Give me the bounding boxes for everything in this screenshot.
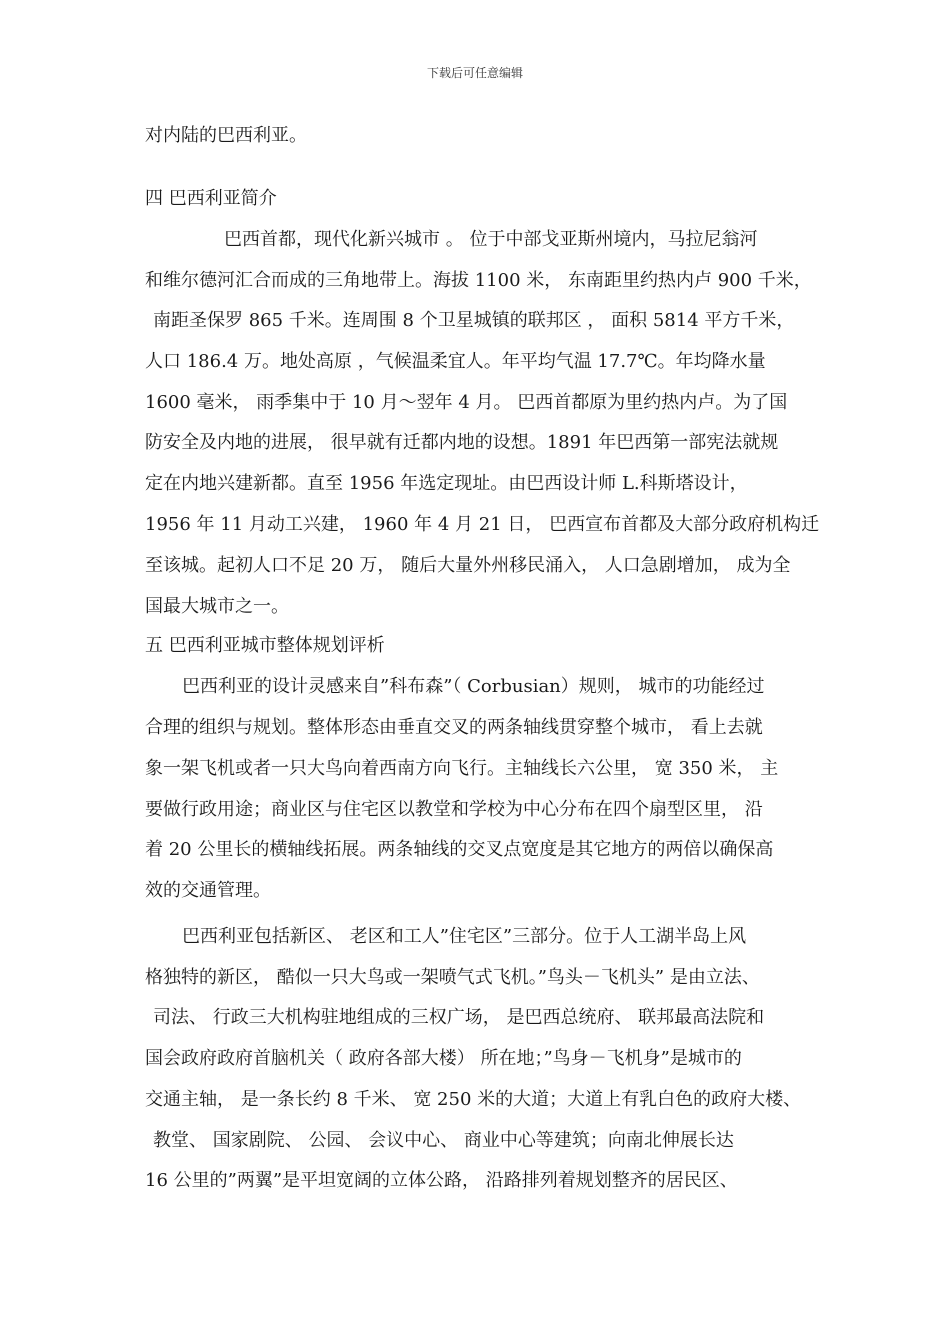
text-line: 和维尔德河汇合而成的三角地带上。海拔 1100 米， 东南距里约热内卢 900 千米， bbox=[145, 270, 812, 291]
text-line: 着 20 公里长的横轴线拓展。两条轴线的交叉点宽度是其它地方的两倍以确保高 bbox=[145, 839, 774, 860]
text-line: 南距圣保罗 865 千米。连周围 8 个卫星城镇的联邦区 ， 面积 5814 平方千米， bbox=[153, 310, 795, 331]
page-header: 下载后可任意编辑 bbox=[426, 66, 523, 80]
text-line: 对内陆的巴西利亚。 bbox=[145, 125, 307, 146]
text-line: 16 公里的”两翼”是平坦宽阔的立体公路， 沿路排列着规划整齐的居民区、 bbox=[145, 1170, 738, 1191]
text-line: 交通主轴， 是一条长约 8 千米、 宽 250 米的大道；大道上有乳白色的政府大楼、 bbox=[145, 1089, 802, 1110]
text-line: 合理的组织与规划。整体形态由垂直交叉的两条轴线贯穿整个城市， 看上去就 bbox=[145, 717, 763, 738]
section-heading: 四 巴西利亚简介 bbox=[145, 188, 277, 209]
text-line: 巴西利亚的设计灵感来自”科布森”（ Corbusian）规则， 城市的功能经过 bbox=[182, 676, 765, 697]
text-line: 效的交通管理。 bbox=[145, 880, 271, 901]
text-line: 格独特的新区， 酷似一只大鸟或一架喷气式飞机。”鸟头－飞机头” 是由立法、 bbox=[145, 967, 760, 988]
text-line: 1956 年 11 月动工兴建， 1960 年 4 月 21 日， 巴西宣布首都及大部分政府机构迁 bbox=[145, 514, 820, 535]
text-line: 防安全及内地的进展， 很早就有迁都内地的设想。1891 年巴西第一部宪法就规 bbox=[145, 432, 779, 453]
text-line: 要做行政用途；商业区与住宅区以教堂和学校为中心分布在四个扇型区里， 沿 bbox=[145, 799, 763, 820]
text-line: 司法、 行政三大机构驻地组成的三权广场， 是巴西总统府、 联邦最高法院和 bbox=[153, 1007, 765, 1028]
text-line: 定在内地兴建新都。直至 1956 年选定现址。由巴西设计师 L.科斯塔设计， bbox=[145, 473, 748, 494]
text-line: 国最大城市之一。 bbox=[145, 596, 289, 617]
text-line: 巴西利亚包括新区、 老区和工人”住宅区”三部分。位于人工湖半岛上风 bbox=[182, 926, 747, 947]
text-line: 至该城。起初人口不足 20 万， 随后大量外州移民涌入， 人口急剧增加， 成为全 bbox=[145, 555, 791, 576]
text-line: 巴西首都，现代化新兴城市 。 位于中部戈亚斯州境内，马拉尼翁河 bbox=[224, 229, 758, 250]
text-line: 人口 186.4 万。地处高原 ，气候温柔宜人。年平均气温 17.7℃。年均降水量 bbox=[145, 351, 766, 372]
text-line: 国会政府政府首脑机关（ 政府各部大楼） 所在地；”鸟身－飞机身”是城市的 bbox=[145, 1048, 742, 1069]
text-line: 教堂、 国家剧院、 公园、 会议中心、 商业中心等建筑；向南北伸展长达 bbox=[153, 1130, 734, 1151]
section-heading: 五 巴西利亚城市整体规划评析 bbox=[145, 635, 385, 656]
text-line: 1600 毫米， 雨季集中于 10 月～翌年 4 月。 巴西首都原为里约热内卢。为了国 bbox=[145, 392, 788, 413]
text-line: 象一架飞机或者一只大鸟向着西南方向飞行。主轴线长六公里， 宽 350 米， 主 bbox=[145, 758, 779, 779]
